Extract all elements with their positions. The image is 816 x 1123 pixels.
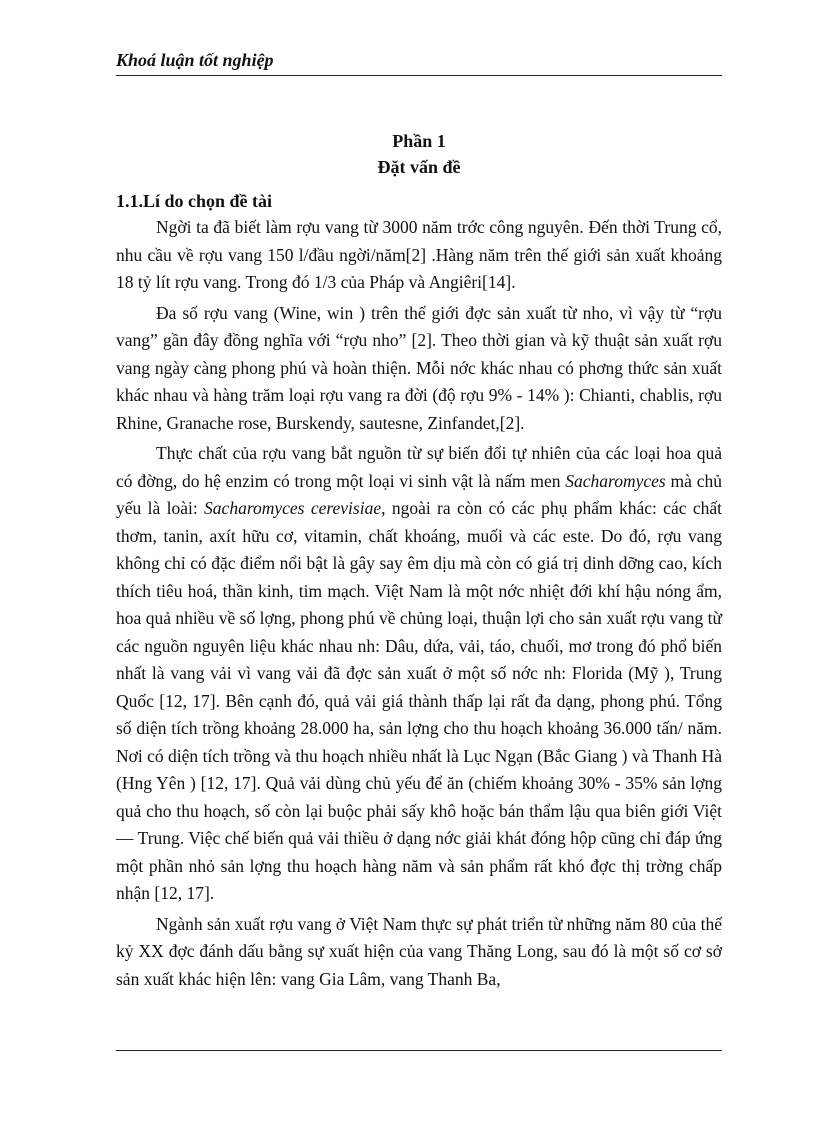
section-heading: 1.1.Lí do chọn đề tài bbox=[116, 191, 273, 211]
paragraph-3-text-b: mà chủ yếu là loài: bbox=[116, 470, 722, 518]
document-body bbox=[116, 128, 722, 993]
paragraph-3-text-a: Thực chất của rợu vang bắt nguồn từ sự biến đổi tự nhiên của các loại hoa quả có đờng, do hệ enzim có trong một loại vi sinh vật là nấm men bbox=[116, 443, 722, 491]
paragraph-3-text-c: , ngoài ra còn có các phụ phẩm khác: các chất thơm, tanin, axít hữu cơ, vitamin, chất khoáng, muối và các este. Do đó, rợu vang không chỉ có đặc điểm nổi bật là gây say êm dịu mà còn có giá trị dinh dỡng cao, kích thích tiêu hoá, thần kinh, tim mạch. Việt Nam là một nớc nhiệt đới khí hậu nóng ẩm, hoa quả nhiều về số lợng, phong phú về chủng loại, thuận lợi cho sản xuất rợu vang từ các nguồn nguyên liệu khác nhau nh: Dâu, dứa, vải, táo, chuối, mơ trong đó phổ biến nhất là vang vải vì vang vải đã đợc sản xuất ở một số nớc nh: Florida (Mỹ ), Trung Quốc [12, 17]. Bên cạnh đó, quả vải giá thành thấp lại rất đa dạng, phong phú. Tổng số diện tích trồng khoảng 28.000 ha, sản lợng cho thu hoạch khoảng 36.000 tấn/ năm. Nơi có diện tích trồng và thu hoạch nhiều nhất là Lục Ngạn (Bắc Giang ) và Thanh Hà (Hng Yên ) [12, 17]. Quả vải dùng chủ yếu để ăn (chiếm khoảng 30% - 35% sản lợng quả cho thu hoạch, số còn lại buộc phải sấy khô hoặc bán thẩm lậu qua biên giới Việt — Trung. Việc chế biến quả vải thiều ở dạng nớc giải khát đóng hộp cũng chỉ đáp ứng một phần nhỏ sản lợng thu hoạch hàng năm và sản phẩm rất khó đợc thị trờng chấp nhận [12, 17]. bbox=[116, 498, 722, 903]
paragraph-1: Ngời ta đã biết làm rợu vang từ 3000 năm trớc công nguyên. Đến thời Trung cổ, nhu cầu về rợu vang 150 l/đầu ngời/năm[2] .Hàng năm trên thế giới sản xuất khoảng 18 tỷ lít rợu vang. Trong đó 1/3 của Pháp và Angiêri[14]. bbox=[116, 217, 722, 292]
footer-rule bbox=[116, 1050, 722, 1051]
header-rule bbox=[116, 75, 722, 76]
running-header: Khoá luận tốt nghiệp bbox=[116, 50, 274, 70]
paragraph-4: Ngành sản xuất rợu vang ở Việt Nam thực sự phát triển từ những năm 80 của thế kỷ XX đợc đánh dấu bằng sự xuất hiện của vang Thăng Long, sau đó là một số cơ sở sản xuất khác hiện lên: vang Gia Lâm, vang Thanh Ba, bbox=[116, 913, 722, 989]
species-name-full: Sacharomyces cerevisiae bbox=[204, 498, 382, 518]
species-name-genus: Sacharomyces bbox=[565, 470, 666, 491]
part-heading: Phần 1 bbox=[392, 131, 446, 151]
part-title: Đặt vấn đề bbox=[377, 157, 461, 177]
paragraph-2: Đa số rợu vang (Wine, win ) trên thế giới đợc sản xuất từ nho, vì vậy từ “rợu vang” gần đây đồng nghĩa với “rợu nho” [2]. Theo thời gian và kỹ thuật sản xuất rợu vang ngày càng phong phú và hoàn thiện. Mỗi nớc khác nhau có phơng thức sản xuất khác nhau và hàng trăm loại rợu vang ra đời (độ rợu 9% - 14% ): Chianti, chablis, rợu Rhine, Granache rose, Burskendy, sautesne, Zinfandet,[2]. bbox=[116, 302, 722, 433]
paragraph-3 bbox=[116, 440, 722, 908]
